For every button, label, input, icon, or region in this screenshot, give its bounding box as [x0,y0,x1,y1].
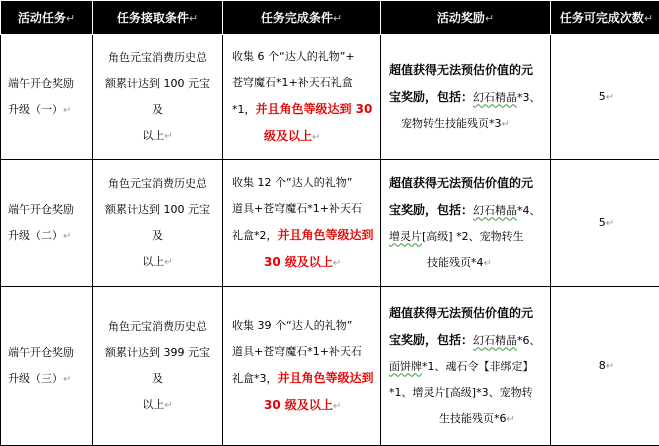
task-cell: 端午开仓奖励 升级（一）↵ [1,35,93,160]
reward-cell: 超值获得无法预估价值的元 宝奖励，包括：幻石精晶*3、 宠物转生技能残页*3↵ [381,35,551,160]
header-task: 活动任务↵ [1,1,93,35]
condition-cell: 角色元宝消费历史总 额累计达到 100 元宝及 以上↵ [93,35,223,160]
task-cell: 端午开仓奖励 升级（三）↵ [1,287,93,446]
count-cell: 8↵ [551,287,659,446]
table-row [1,160,659,287]
header-complete-condition: 任务完成条件↵ [223,1,381,35]
header-count: 任务可完成次数↵ [551,1,659,35]
task-cell: 端午开仓奖励 升级（二）↵ [1,160,93,287]
complete-cell: 收集 39 个“达人的礼物” 道具+苍穹魔石*1+补天石 礼盒*3，并且角色等级达到 30 级及以上↵ [223,287,381,446]
condition-cell: 角色元宝消费历史总 额累计达到 100 元宝及 以上↵ [93,160,223,287]
reward-cell: 超值获得无法预估价值的元 宝奖励，包括：幻石精晶*6、 面饼牌*1、魂石令【非绑定】 *1、增灵片[高级]*3、宠物转 生技能残页*6↵ [381,287,551,446]
count-cell: 5↵ [551,160,659,287]
complete-cell: 收集 12 个“达人的礼物” 道具+苍穹魔石*1+补天石 礼盒*2，并且角色等级达到 30 级及以上↵ [223,160,381,287]
reward-cell: 超值获得无法预估价值的元 宝奖励，包括：幻石精晶*4、 增灵片[高级] *2、宠物转生 技能残页*4↵ [381,160,551,287]
header-reward: 活动奖励↵ [381,1,551,35]
header-row [1,1,659,35]
condition-cell: 角色元宝消费历史总 额累计达到 399 元宝及 以上↵ [93,287,223,446]
complete-cell: 收集 6 个“达人的礼物”+ 苍穹魔石*1+补天石礼盒 *1，并且角色等级达到 30 级及以上↵ [223,35,381,160]
table-row [1,35,659,160]
header-accept-condition: 任务接取条件↵ [93,1,223,35]
count-cell: 5↵ [551,35,659,160]
table-row [1,287,659,446]
